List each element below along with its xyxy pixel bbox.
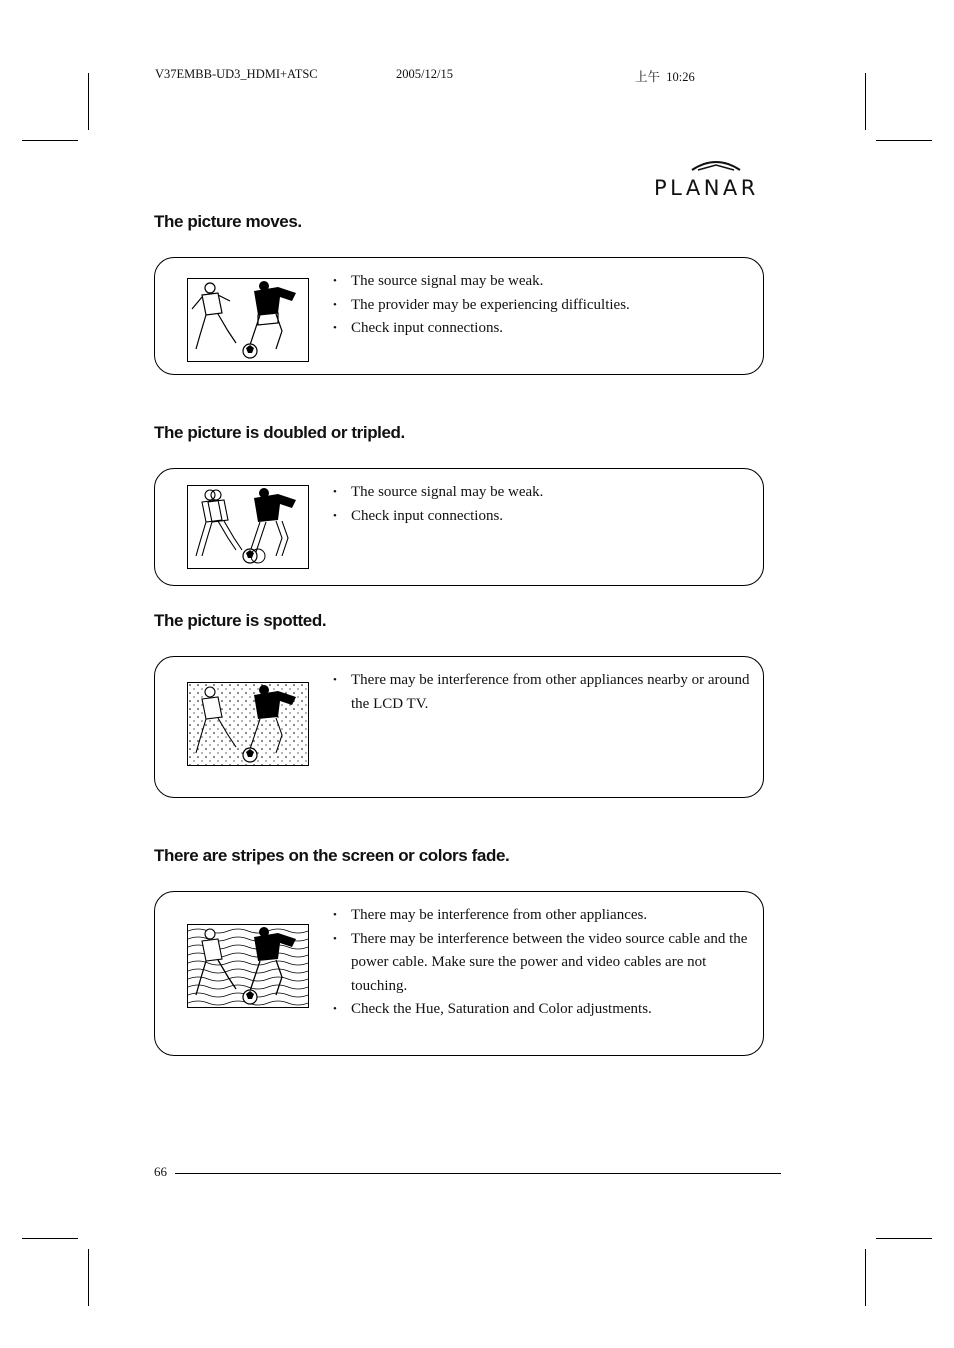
- soccer-players-doubled-image: [187, 485, 309, 569]
- header-time: 上午 10:26: [635, 70, 695, 84]
- soccer-players-image: [187, 278, 309, 362]
- soccer-players-striped-icon: [188, 925, 308, 1007]
- crop-mark: [876, 140, 932, 141]
- planar-logo-text: PLANAR: [654, 176, 759, 200]
- list-item: • There may be interference between the video source cable and the power cable. Make sure the power and video cables are not touching.: [331, 928, 751, 999]
- symptom-box: [154, 656, 764, 798]
- list-item: • The provider may be experiencing difficulties.: [331, 294, 751, 318]
- page-number: 66: [154, 1164, 167, 1179]
- section-title: The picture is doubled or tripled.: [154, 423, 405, 442]
- soccer-players-icon: [188, 279, 308, 361]
- header-date: 2005/12/15: [396, 67, 453, 81]
- list-item: • Check input connections.: [331, 317, 751, 341]
- list-item: • The source signal may be weak.: [331, 481, 751, 505]
- planar-logo: [654, 158, 780, 202]
- section-title: The picture is spotted.: [154, 611, 327, 630]
- soccer-players-spotted-icon: [188, 683, 308, 765]
- section-title: There are stripes on the screen or colors fade.: [154, 846, 510, 865]
- symptom-box: [154, 468, 764, 586]
- list-item: • The source signal may be weak.: [331, 270, 751, 294]
- crop-mark: [876, 1238, 932, 1239]
- symptom-box: [154, 891, 764, 1056]
- crop-mark: [88, 73, 89, 130]
- list-item: • There may be interference from other appliances nearby or around the LCD TV.: [331, 669, 751, 716]
- crop-mark: [22, 140, 78, 141]
- list-item: • There may be interference from other appliances.: [331, 904, 751, 928]
- list-item: • Check input connections.: [331, 505, 751, 529]
- symptom-box: [154, 257, 764, 375]
- list-item: • Check the Hue, Saturation and Color adjustments.: [331, 998, 751, 1022]
- soccer-players-striped-image: [187, 924, 309, 1008]
- footer-rule: [175, 1173, 781, 1174]
- soccer-players-doubled-icon: [188, 486, 308, 568]
- section-title: The picture moves.: [154, 212, 302, 231]
- crop-mark: [865, 73, 866, 130]
- crop-mark: [88, 1249, 89, 1306]
- planar-arc-logo-icon: [690, 158, 742, 172]
- header-model: V37EMBB-UD3_HDMI+ATSC: [155, 67, 318, 81]
- soccer-players-spotted-image: [187, 682, 309, 766]
- crop-mark: [22, 1238, 78, 1239]
- crop-mark: [865, 1249, 866, 1306]
